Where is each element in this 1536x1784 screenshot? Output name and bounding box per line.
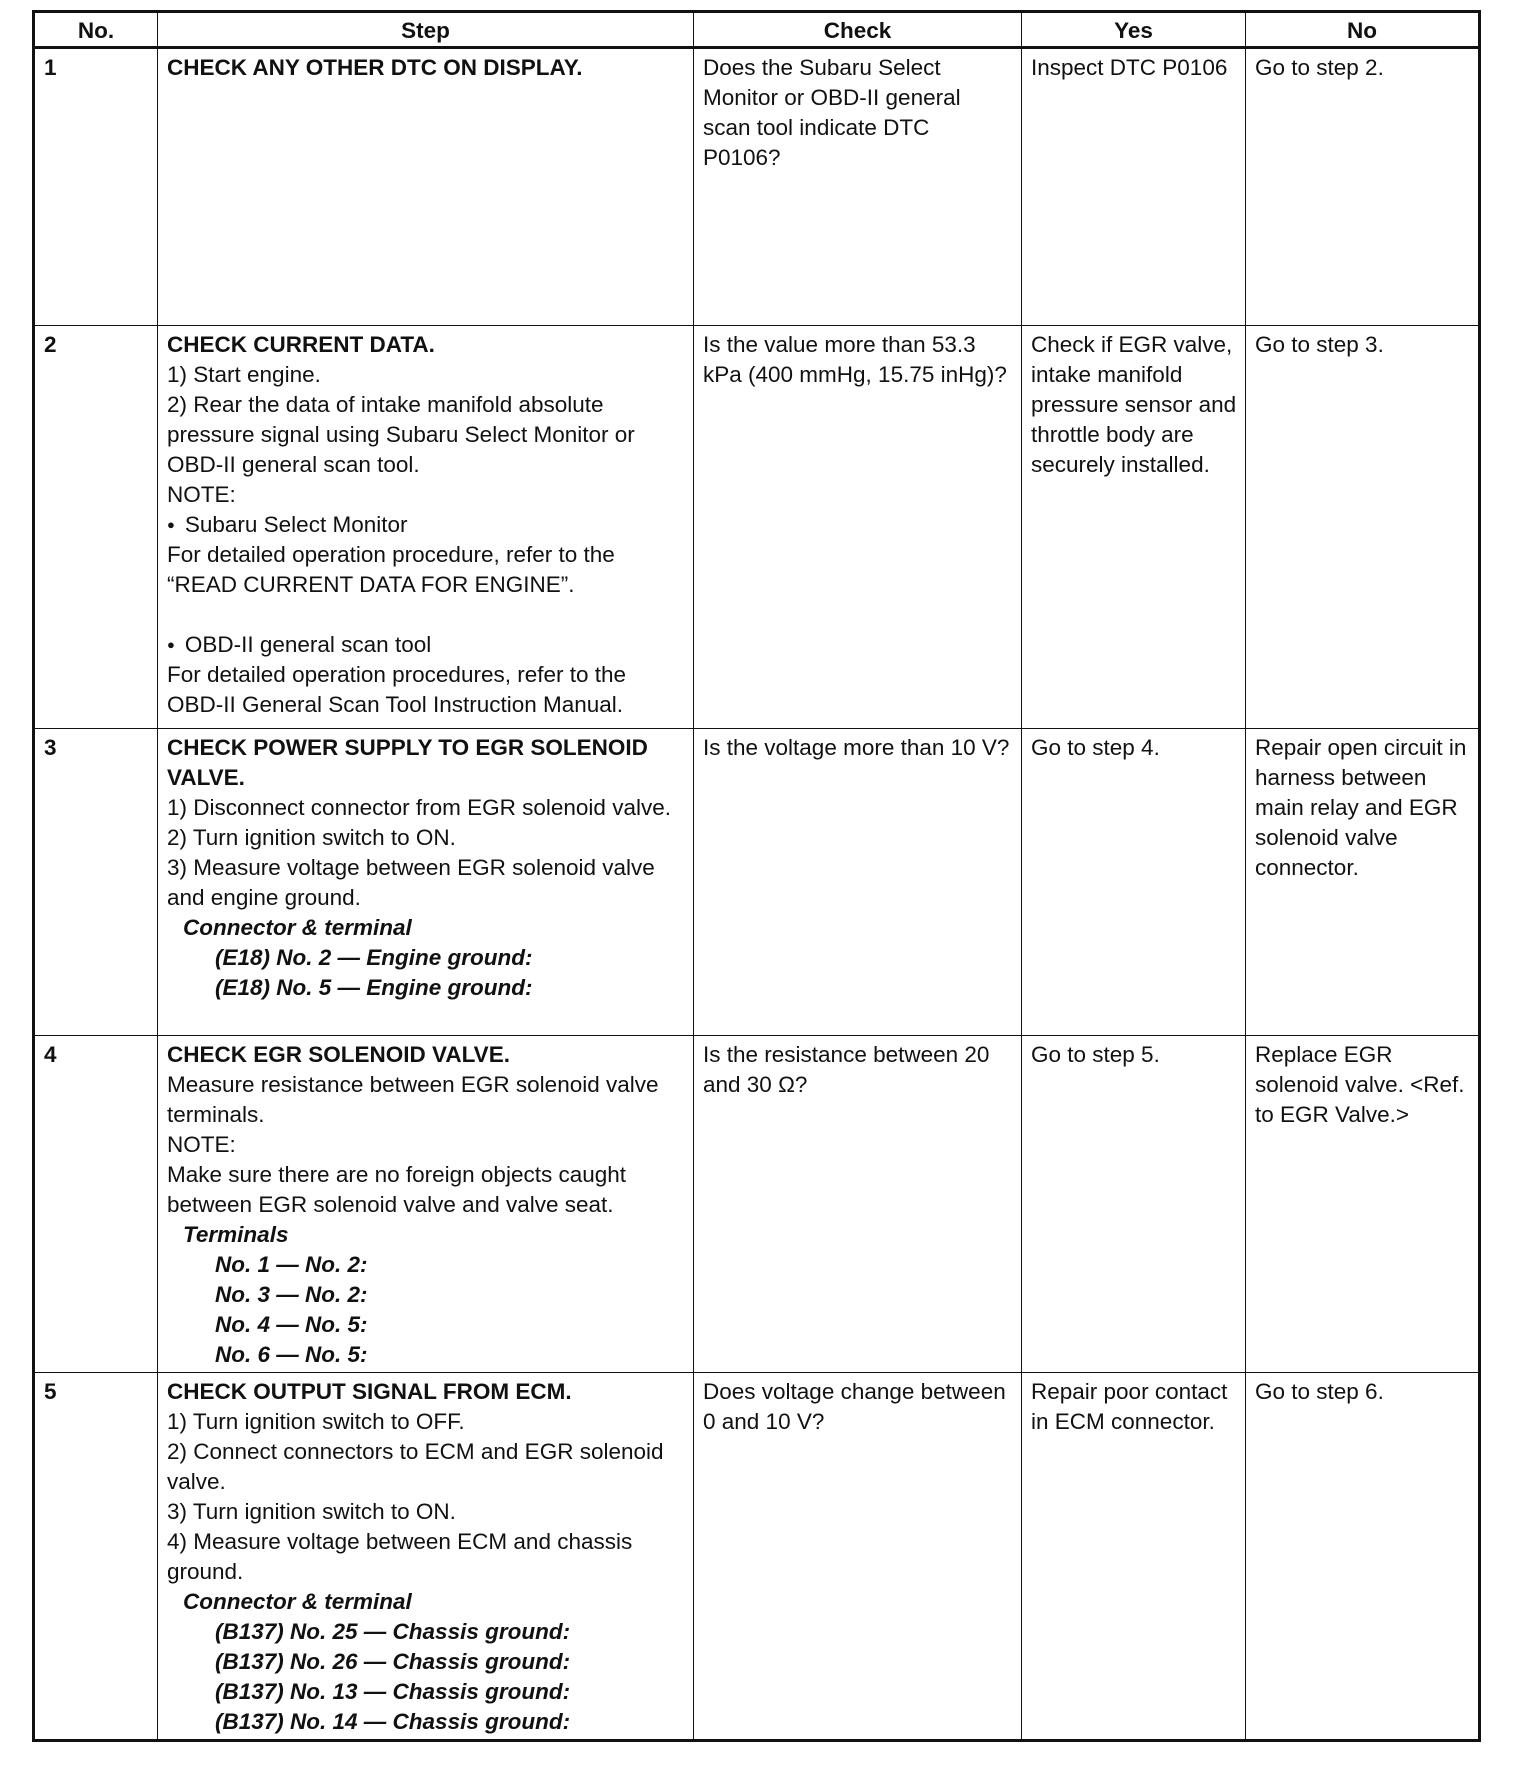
step-line: 3) Turn ignition switch to ON. xyxy=(167,1499,456,1524)
step-line: Measure resistance between EGR solenoid valve terminals. xyxy=(167,1072,659,1127)
spec-item: No. 6 — No. 5: xyxy=(215,1342,368,1367)
step-line: 2) Rear the data of intake manifold absolute pressure signal using Subaru Select Monitor or OBD-II general scan tool. xyxy=(167,392,635,477)
step-cell xyxy=(158,1373,694,1741)
step-line: 1) Turn ignition switch to OFF. xyxy=(167,1409,465,1434)
step-cell xyxy=(158,1036,694,1373)
table-row xyxy=(34,1036,1480,1373)
spec-item: (B137) No. 13 — Chassis ground: xyxy=(215,1679,571,1704)
header-yes: Yes xyxy=(1022,12,1246,48)
yes-cell: Check if EGR valve, intake manifold pressure sensor and throttle body are securely installed. xyxy=(1022,326,1246,729)
spec-heading: Connector & terminal xyxy=(183,1589,412,1614)
yes-cell: Inspect DTC P0106 xyxy=(1022,48,1246,326)
no-cell: Repair open circuit in harness between main relay and EGR solenoid valve connector. xyxy=(1246,729,1480,1036)
step-line: For detailed operation procedures, refer to the OBD-II General Scan Tool Instruction Manual. xyxy=(167,662,627,717)
spec-heading: Connector & terminal xyxy=(183,915,412,940)
step-title: CHECK EGR SOLENOID VALVE. xyxy=(167,1042,510,1067)
step-number: 5 xyxy=(34,1373,158,1741)
header-no-result: No xyxy=(1246,12,1480,48)
header-step: Step xyxy=(158,12,694,48)
step-line: Make sure there are no foreign objects caught between EGR solenoid valve and valve seat. xyxy=(167,1162,627,1217)
step-line: 4) Measure voltage between ECM and chassis ground. xyxy=(167,1529,633,1584)
check-cell: Does the Subaru Select Monitor or OBD-II general scan tool indicate DTC P0106? xyxy=(694,48,1022,326)
table-header-row xyxy=(34,12,1480,48)
spec-heading: Terminals xyxy=(183,1222,289,1247)
bullet-item: ● Subaru Select Monitor xyxy=(167,510,685,540)
step-cell xyxy=(158,729,694,1036)
spec-item: (B137) No. 25 — Chassis ground: xyxy=(215,1619,571,1644)
check-cell: Is the voltage more than 10 V? xyxy=(694,729,1022,1036)
note-label: NOTE: xyxy=(167,1132,236,1157)
spec-item: No. 3 — No. 2: xyxy=(215,1282,368,1307)
table-row xyxy=(34,48,1480,326)
no-cell: Go to step 3. xyxy=(1246,326,1480,729)
step-number: 1 xyxy=(34,48,158,326)
no-cell: Go to step 6. xyxy=(1246,1373,1480,1741)
step-number: 3 xyxy=(34,729,158,1036)
step-cell xyxy=(158,326,694,729)
step-line: 2) Connect connectors to ECM and EGR solenoid valve. xyxy=(167,1439,664,1494)
step-cell xyxy=(158,48,694,326)
check-cell: Is the resistance between 20 and 30 Ω? xyxy=(694,1036,1022,1373)
spec-item: No. 1 — No. 2: xyxy=(215,1252,368,1277)
spec-item: (B137) No. 14 — Chassis ground: xyxy=(215,1709,571,1734)
table-row xyxy=(34,326,1480,729)
step-line: 3) Measure voltage between EGR solenoid valve and engine ground. xyxy=(167,855,655,910)
yes-cell: Go to step 5. xyxy=(1022,1036,1246,1373)
step-line: 2) Turn ignition switch to ON. xyxy=(167,825,456,850)
yes-cell: Go to step 4. xyxy=(1022,729,1246,1036)
no-cell: Go to step 2. xyxy=(1246,48,1480,326)
diagnostic-procedure-table xyxy=(32,10,1481,1742)
spec-item: (E18) No. 2 — Engine ground: xyxy=(215,945,533,970)
spec-item: (E18) No. 5 — Engine ground: xyxy=(215,975,533,1000)
step-line: For detailed operation procedure, refer to the “READ CURRENT DATA FOR ENGINE”. xyxy=(167,542,615,597)
step-title: CHECK POWER SUPPLY TO EGR SOLENOID VALVE. xyxy=(167,735,648,790)
table-row xyxy=(34,729,1480,1036)
yes-cell: Repair poor contact in ECM connector. xyxy=(1022,1373,1246,1741)
check-cell: Does voltage change between 0 and 10 V? xyxy=(694,1373,1022,1741)
check-cell: Is the value more than 53.3 kPa (400 mmHg, 15.75 inHg)? xyxy=(694,326,1022,729)
step-number: 2 xyxy=(34,326,158,729)
header-check: Check xyxy=(694,12,1022,48)
step-title: CHECK ANY OTHER DTC ON DISPLAY. xyxy=(167,55,583,80)
table-row xyxy=(34,1373,1480,1741)
no-cell: Replace EGR solenoid valve. <Ref. to EGR Valve.> xyxy=(1246,1036,1480,1373)
step-line: 1) Disconnect connector from EGR solenoid valve. xyxy=(167,795,671,820)
step-title: CHECK CURRENT DATA. xyxy=(167,332,435,357)
step-title: CHECK OUTPUT SIGNAL FROM ECM. xyxy=(167,1379,572,1404)
spec-item: (B137) No. 26 — Chassis ground: xyxy=(215,1649,571,1674)
bullet-item: ● OBD-II general scan tool xyxy=(167,630,685,660)
step-number: 4 xyxy=(34,1036,158,1373)
note-label: NOTE: xyxy=(167,482,236,507)
header-no: No. xyxy=(34,12,158,48)
step-line: 1) Start engine. xyxy=(167,362,321,387)
spec-item: No. 4 — No. 5: xyxy=(215,1312,368,1337)
